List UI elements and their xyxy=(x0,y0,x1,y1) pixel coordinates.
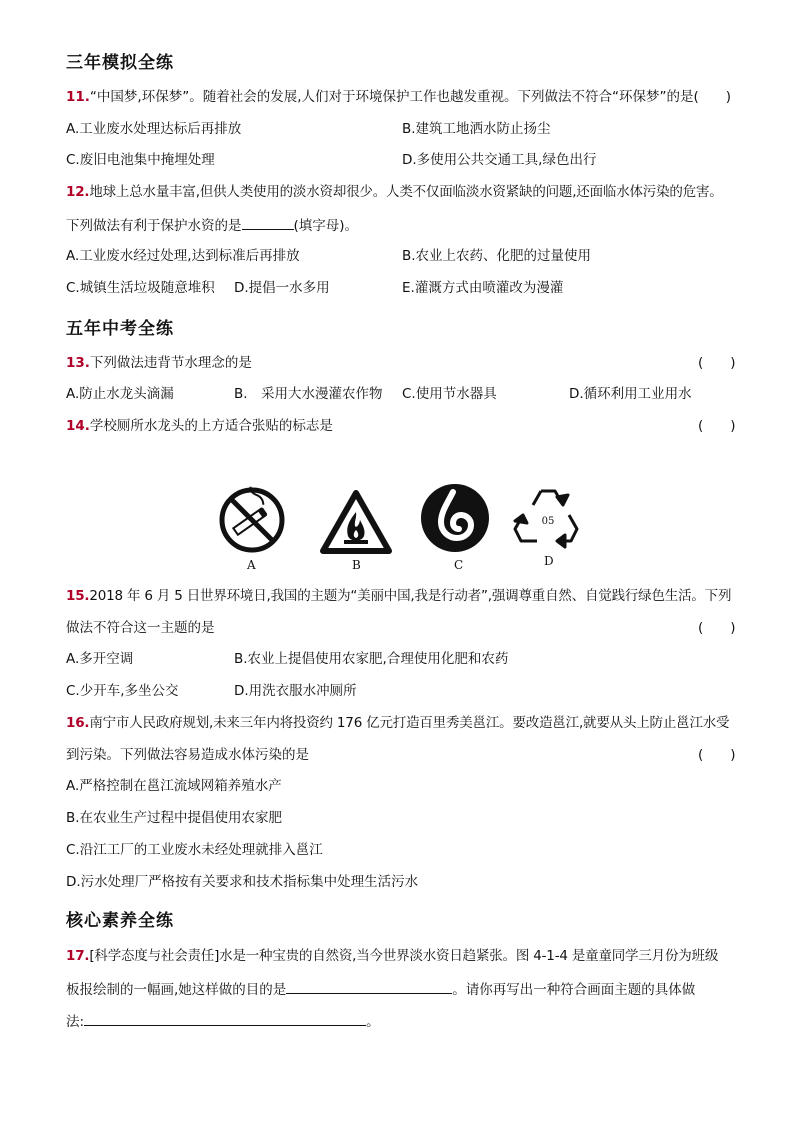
option-c: C.少开车,多坐公交 xyxy=(66,683,179,699)
question-number: 12. xyxy=(66,184,90,200)
flammable-warning-sign-icon xyxy=(320,490,392,554)
option-a: A.工业废水经过处理,达到标准后再排放 xyxy=(66,248,300,264)
question-17-line3 xyxy=(66,1011,380,1031)
option-b: B.在农业生产过程中提倡使用农家肥 xyxy=(66,810,283,826)
answer-parentheses[interactable]: ( ) xyxy=(698,747,736,763)
question-11 xyxy=(66,88,731,106)
question-number: 14. xyxy=(66,418,90,434)
option-b: B. 采用大水漫灌农作物 xyxy=(234,386,383,402)
option-d: D.污水处理厂严格按有关要求和技术指标集中处理生活污水 xyxy=(66,874,419,890)
question-number: 16. xyxy=(66,715,90,731)
sign-label-a: A xyxy=(247,558,256,572)
option-b: B.农业上农药、化肥的过量使用 xyxy=(402,248,592,264)
option-b: B.农业上提倡使用农家肥,合理使用化肥和农药 xyxy=(234,651,509,667)
answer-parentheses[interactable]: ( ) xyxy=(698,355,736,371)
question-13 xyxy=(66,354,252,372)
question-stem: 。 xyxy=(366,1014,380,1030)
question-stem: 地球上总水量丰富,但供人类使用的淡水资却很少。人类不仅面临淡水资紧缺的问题,还面临水体污染的危害。 xyxy=(89,184,723,200)
water-saving-sign-icon xyxy=(419,482,491,554)
question-14 xyxy=(66,417,333,435)
sign-label-b: B xyxy=(352,558,361,572)
question-stem: [科学态度与社会责任]水是一种宝贵的自然资,当今世界淡水资日趋紧张。图 4-1-4 是童童同学三月份为班级 xyxy=(89,948,719,964)
recycle-code-text: 05 xyxy=(541,516,555,527)
option-c: C.使用节水器具 xyxy=(402,386,497,402)
no-smoking-sign-icon xyxy=(218,486,286,554)
section-heading: 三年模拟全练 xyxy=(66,53,174,73)
answer-parentheses[interactable]: ( ) xyxy=(698,418,736,434)
question-16 xyxy=(66,714,729,732)
question-number: 17. xyxy=(66,948,90,964)
answer-parentheses[interactable]: ( ) xyxy=(698,620,736,636)
question-stem: 2018 年 6 月 5 日世界环境日,我国的主题为“美丽中国,我是行动者”,强调尊重自然、自觉践行绿色生活。下列 xyxy=(89,588,732,604)
question-stem: 南宁市人民政府规划,未来三年内将投资约 176 亿元打造百里秀美邕江。要改造邕江,就要从头上防止邕江水受 xyxy=(89,715,730,731)
option-b: B.建筑工地洒水防止扬尘 xyxy=(402,121,551,137)
question-stem: “中国梦,环保梦”。随着社会的发展,人们对于环境保护工作也越发重视。下列做法不符合“环保梦”的是( ) xyxy=(89,89,732,105)
question-16-line2: 到污染。下列做法容易造成水体污染的是 xyxy=(66,747,309,763)
question-stem: 学校厕所水龙头的上方适合张贴的标志是 xyxy=(89,418,333,434)
option-d: D.用洗衣服水冲厕所 xyxy=(234,683,357,699)
question-number: 15. xyxy=(66,588,90,604)
option-e: E.灌溉方式由喷灌改为漫灌 xyxy=(402,280,564,296)
sign-label-d: D xyxy=(544,554,554,568)
answer-blank[interactable] xyxy=(242,215,294,230)
question-stem: 板报绘制的一幅画,她这样做的目的是 xyxy=(66,982,287,998)
sign-label-c: C xyxy=(454,558,464,572)
question-stem: 下列做法违背节水理念的是 xyxy=(89,355,252,371)
recycling-sign-icon xyxy=(511,483,585,551)
question-stem: (填字母)。 xyxy=(293,218,359,234)
option-a: A.多开空调 xyxy=(66,651,134,667)
answer-blank[interactable] xyxy=(286,979,452,994)
question-17-line2 xyxy=(66,979,695,999)
question-stem: 。请你再写出一种符合画面主题的具体做 xyxy=(452,982,696,998)
question-number: 11. xyxy=(66,89,90,105)
option-d: D.循环利用工业用水 xyxy=(569,386,692,402)
question-15-line2: 做法不符合这一主题的是 xyxy=(66,620,215,636)
option-a: A.防止水龙头滴漏 xyxy=(66,386,174,402)
option-d: D.提倡一水多用 xyxy=(234,280,330,296)
section-heading: 核心素养全练 xyxy=(66,911,174,931)
section-heading: 五年中考全练 xyxy=(66,319,174,339)
question-12 xyxy=(66,183,723,201)
option-a: A.严格控制在邕江流域网箱养殖水产 xyxy=(66,778,282,794)
question-stem: 下列做法有利于保护水资的是 xyxy=(66,218,242,234)
option-a: A.工业废水处理达标后再排放 xyxy=(66,121,242,137)
option-d: D.多使用公共交通工具,绿色出行 xyxy=(402,152,597,168)
question-stem: 法: xyxy=(66,1014,85,1030)
question-17 xyxy=(66,947,718,965)
question-12-line2 xyxy=(66,215,358,235)
option-c: C.城镇生活垃圾随意堆积 xyxy=(66,280,215,296)
question-number: 13. xyxy=(66,355,90,371)
option-c: C.沿江工厂的工业废水未经处理就排入邕江 xyxy=(66,842,323,858)
question-15 xyxy=(66,587,731,605)
answer-blank[interactable] xyxy=(84,1011,366,1026)
option-c: C.废旧电池集中掩埋处理 xyxy=(66,152,215,168)
